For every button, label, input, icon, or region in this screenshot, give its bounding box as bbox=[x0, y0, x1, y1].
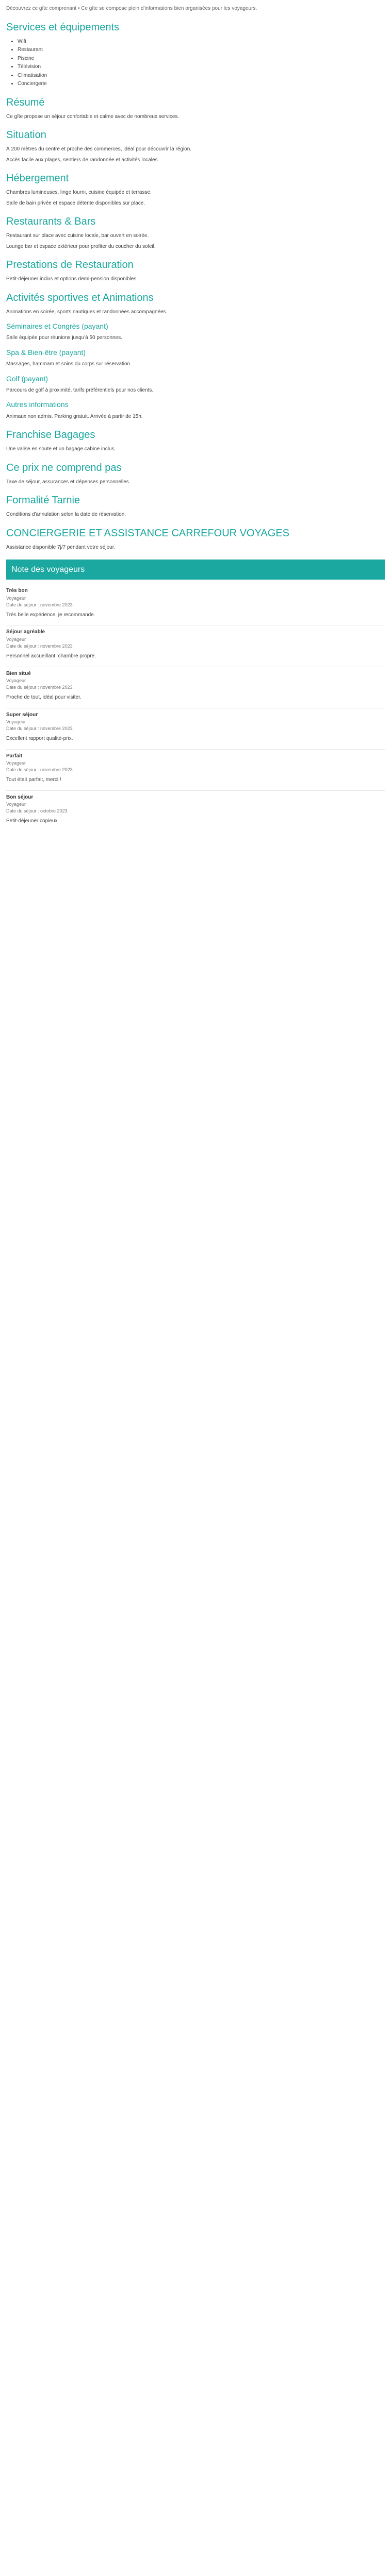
reviews-band: Note des voyageurs bbox=[6, 560, 385, 580]
review-date: Date du séjour : novembre 2023 bbox=[6, 726, 73, 732]
review-date: Date du séjour : novembre 2023 bbox=[6, 767, 73, 773]
golf-p1: Parcours de golf à proximité, tarifs préférentiels pour nos clients. bbox=[6, 387, 154, 393]
review-title: Bien situé bbox=[6, 670, 31, 676]
review-card bbox=[6, 708, 385, 749]
review-text: Petit-déjeuner copieux. bbox=[6, 818, 59, 824]
hebergement-p1: Chambres lumineuses, linge fourni, cuisine équipée et terrasse. bbox=[6, 190, 152, 195]
review-card bbox=[6, 625, 385, 666]
page bbox=[0, 0, 391, 842]
services-item: • Climatisation bbox=[18, 72, 385, 80]
review-date: Date du séjour : novembre 2023 bbox=[6, 685, 73, 690]
prestations-title: Prestations de Restauration bbox=[6, 259, 134, 270]
review-author: Voyageur bbox=[6, 636, 26, 642]
intro-text: Découvrez ce gîte comprenant • Ce gîte se compose plein d'informations bien organisées pour les voyageurs. bbox=[6, 6, 257, 11]
review-author: Voyageur bbox=[6, 802, 26, 807]
review-author: Voyageur bbox=[6, 760, 26, 766]
annulation-title: Formalité Tarnie bbox=[6, 495, 80, 506]
seminaires-title: Séminaires et Congrès (payant) bbox=[6, 322, 108, 330]
services-item: • Télévision bbox=[18, 63, 385, 71]
seminaires-p1: Salle équipée pour réunions jusqu'à 50 personnes. bbox=[6, 335, 122, 341]
prestations-p1: Petit-déjeuner inclus et options demi-pension disponibles. bbox=[6, 276, 138, 282]
autres-p1: Animaux non admis. Parking gratuit. Arrivée à partir de 15h. bbox=[6, 413, 143, 419]
conciergerie-p1: Assistance disponible 7j/7 pendant votre séjour. bbox=[6, 544, 116, 550]
services-list bbox=[18, 38, 385, 88]
review-card bbox=[6, 790, 385, 832]
review-author: Voyageur bbox=[6, 595, 26, 601]
restaurants-p1: Restaurant sur place avec cuisine locale, bar ouvert en soirée. bbox=[6, 233, 149, 239]
hebergement-p2: Salle de bain privée et espace détente disponibles sur place. bbox=[6, 200, 145, 206]
review-date: Date du séjour : novembre 2023 bbox=[6, 643, 73, 649]
situation-p2: Accès facile aux plages, sentiers de randonnée et activités locales. bbox=[6, 157, 159, 163]
activites-title: Activités sportives et Animations bbox=[6, 292, 154, 303]
golf-title: Golf (payant) bbox=[6, 374, 48, 383]
situation-p1: À 200 mètres du centre et proche des commerces, idéal pour découvrir la région. bbox=[6, 146, 192, 152]
review-author: Voyageur bbox=[6, 678, 26, 684]
review-card bbox=[6, 749, 385, 790]
hebergement-title: Hébergement bbox=[6, 173, 69, 184]
review-date: Date du séjour : novembre 2023 bbox=[6, 602, 73, 607]
review-text: Très belle expérience, je recommande. bbox=[6, 612, 95, 618]
resume-title: Résumé bbox=[6, 96, 45, 108]
autres-title: Autres informations bbox=[6, 400, 69, 409]
resume-text: Ce gîte propose un séjour confortable et calme avec de nombreux services. bbox=[6, 113, 180, 120]
services-title: Services et équipements bbox=[6, 21, 120, 33]
services-item: • Restaurant bbox=[18, 46, 385, 54]
restaurants-p2: Lounge bar et espace extérieur pour profiter du coucher du soleil. bbox=[6, 243, 156, 249]
review-title: Bon séjour bbox=[6, 794, 34, 800]
review-title: Très bon bbox=[6, 588, 28, 594]
review-author: Voyageur bbox=[6, 719, 26, 725]
services-item: • Wifi bbox=[18, 38, 385, 46]
review-title: Séjour agréable bbox=[6, 629, 45, 635]
bagages-p1: Une valise en soute et un bagage cabine inclus. bbox=[6, 446, 116, 452]
bagages-title: Franchise Bagages bbox=[6, 429, 95, 441]
review-text: Excellent rapport qualité-prix. bbox=[6, 736, 73, 742]
services-item: • Conciergerie bbox=[18, 80, 385, 88]
situation-title: Situation bbox=[6, 129, 46, 141]
conciergerie-title: CONCIERGERIE ET ASSISTANCE CARREFOUR VOYAGES bbox=[6, 527, 289, 539]
review-text: Tout était parfait, merci ! bbox=[6, 777, 61, 783]
review-card bbox=[6, 584, 385, 625]
annulation-p1: Conditions d'annulation selon la date de réservation. bbox=[6, 512, 126, 518]
ce-qui-ne-title: Ce prix ne comprend pas bbox=[6, 462, 122, 473]
activites-p1: Animations en soirée, sports nautiques et randonnées accompagnées. bbox=[6, 309, 168, 315]
spa-p1: Massages, hammam et soins du corps sur réservation. bbox=[6, 361, 132, 367]
review-text: Personnel accueillant, chambre propre. bbox=[6, 653, 96, 659]
review-date: Date du séjour : octobre 2023 bbox=[6, 808, 68, 814]
review-title: Super séjour bbox=[6, 711, 38, 718]
review-title: Parfait bbox=[6, 753, 23, 759]
spa-title: Spa & Bien-être (payant) bbox=[6, 348, 86, 357]
ce-qui-ne-p1: Taxe de séjour, assurances et dépenses personnelles. bbox=[6, 479, 131, 485]
services-item: • Piscine bbox=[18, 55, 385, 63]
review-text: Proche de tout, idéal pour visiter. bbox=[6, 694, 82, 701]
review-card bbox=[6, 667, 385, 708]
restaurants-title: Restaurants & Bars bbox=[6, 216, 96, 227]
